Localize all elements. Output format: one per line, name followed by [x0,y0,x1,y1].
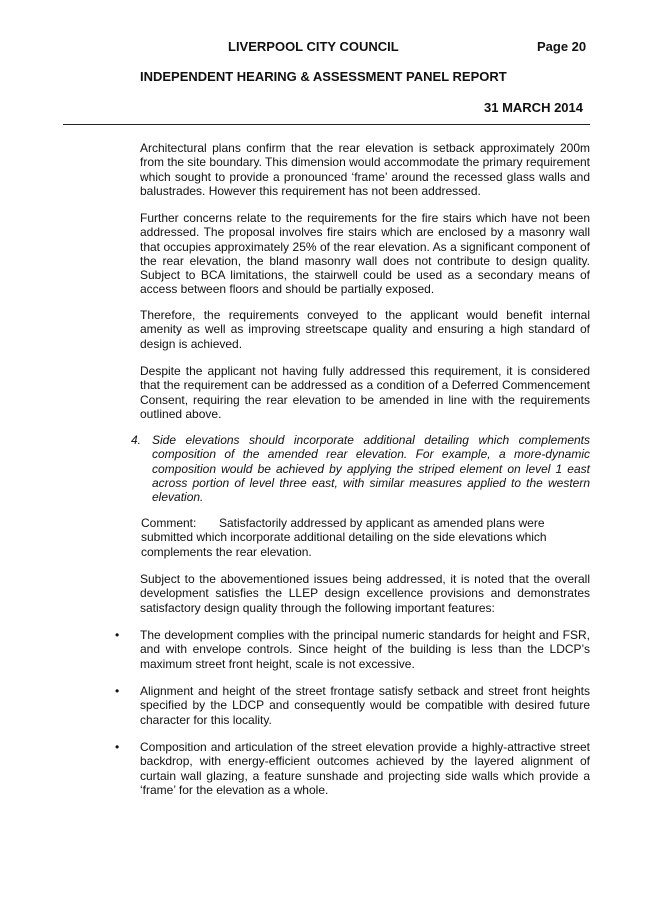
paragraph-requirements [140,308,590,351]
paragraph-text: Architectural plans confirm that the rear elevation is setback approximately 200m from the site boundary. This dimension would accommodate the primary requirement which sought to provide a pronounced ‘frame’ around the recessed glass walls and balustrades. However this requirement has not been addressed. [140,141,590,198]
list-item [115,628,590,671]
list-item-text: The development complies with the principal numeric standards for height and FSR, and with envelope controls. Since height of the building is less than the LDCP’s maximum street front height, scale is not excessive. [140,628,590,671]
requirement-item-4 [131,433,590,504]
paragraph-text: Despite the applicant not having fully addressed this requirement, it is considered that the requirement can be addressed as a condition of a Deferred Commencement Consent, requiring the rear elevation to be amended in line with the requirements outlined above. [140,364,590,421]
comment-line: submitted which incorporate additional detailing on the side elevations which [141,530,547,545]
comment-line: Satisfactorily addressed by applicant as amended plans were [219,516,545,530]
comment-line: complements the rear elevation. [141,544,312,559]
council-name: LIVERPOOL CITY COUNCIL [228,39,399,54]
report-date: 31 MARCH 2014 [484,100,583,115]
header-divider [63,124,590,125]
list-item-text: Composition and articulation of the street elevation provide a highly-attractive street backdrop, with energy-efficient outcomes achieved by the layered alignment of curtain wall glazing, a feature sunshade and projecting side walls which provide a ‘frame’ for the elevation as a whole. [140,740,590,797]
bullet-icon: • [115,628,120,642]
paragraph-text: Therefore, the requirements conveyed to the applicant would benefit internal amenity as well as improving streetscape quality and ensuring a high standard of design is achieved. [140,308,590,351]
paragraph-text: Subject to the abovementioned issues being addressed, it is noted that the overall development satisfies the LLEP design excellence provisions and demonstrates satisfactory design quality through the following important features: [140,572,590,615]
list-item [115,684,590,727]
bullet-icon: • [115,740,120,754]
report-title: INDEPENDENT HEARING & ASSESSMENT PANEL REPORT [140,69,507,84]
paragraph-text: Further concerns relate to the requirements for the fire stairs which have not been addressed. The proposal involves fire stairs which are enclosed by a masonry wall that occupies approximately 25% of the rear elevation. As a significant component of the rear elevation, the bland masonry wall does not contribute to design quality. Subject to BCA limitations, the stairwell could be used as a secondary means of access between floors and should be partially exposed. [140,211,590,297]
comment-label: Comment: [141,516,197,530]
bullet-icon: • [115,684,120,698]
page-number: Page 20 [537,39,587,54]
comment-block [141,516,571,559]
paragraph-deferred-consent [140,364,590,421]
requirement-text: Side elevations should incorporate additional detailing which complements composition of the amended rear elevation. For example, a more-dynamic composition would be achieved by applying the striped element on level 1 east across portion of level three east, with similar measures applied to the western elevation. [152,433,590,505]
paragraph-setback [140,141,590,198]
paragraph-design-excellence [140,572,590,615]
list-item [115,740,590,797]
paragraph-fire-stairs [140,211,590,297]
list-item-text: Alignment and height of the street frontage satisfy setback and street front heights specified by the LDCP and consequently would be compatible with desired future character for this locality. [140,684,590,727]
requirement-number: 4. [131,433,142,447]
